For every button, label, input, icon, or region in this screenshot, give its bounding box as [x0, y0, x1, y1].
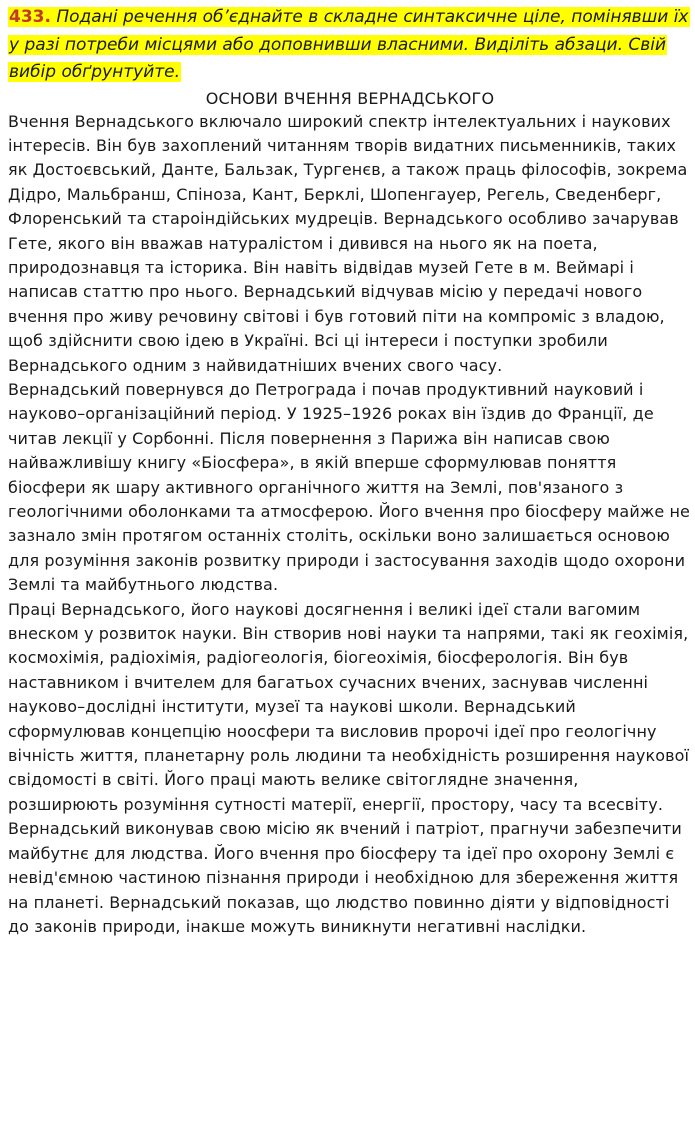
paragraph-2: Вернадський повернувся до Петрограда і почав продуктивний науковий і науково–організаційний період. У 1925–1926 роках він їздив до Франції, де читав лекції у Сорбонні. Після повернення з Парижа він написав свою найважливішу книгу «Біосфера», в якій вперше сформулював поняття біосфери як шару активного органічного життя на Землі, пов'язаного з геологічними оболонками та атмосферою. Його вчення про біосферу майже не зазнало змін протягом останніх століть, оскільки воно залишається основою для розуміння законів розвитку природи і застосування заходів щодо охорони Землі та майбутнього людства. [8, 379, 690, 595]
paragraph-3: Праці Вернадського, його наукові досягнення і великі ідеї стали вагомим внеском у розвиток науки. Він створив нові науки та напрями, такі як геохімія, космохімія, радіохімія, радіогеологія, біогеохімія, біосферологія. Він був наставником і вчителем для багатьох сучасних вчених, заснував численні науково–дослідні інститути, музеї та наукові школи. Вернадський сформулював концепцію ноосфери та висловив пророчі ідеї про геологічну вічність життя, планетарну роль людини та необхідність розширення наукової свідомості в світі. Його праці мають велике світоглядне значення, розширюють розуміння сутності матерії, енергії, простору, часу та всесвіту. [8, 599, 690, 814]
task-number: 433. [9, 7, 51, 27]
paragraph-4: Вернадський виконував свою місію як вчений і патріот, прагнучи забезпечити майбутнє для людства. Його вчення про біосферу та ідеї про охорону Землі є невід'ємною частиною пізнання природи і необхідною для збереження життя на планеті. Вернадський показав, що людство повинно діяти у відповідності до законів природи, інакше можуть виникнути негативні наслідки. [8, 819, 682, 936]
task-instruction [8, 4, 692, 87]
task-text: Подані речення об’єднайте в складне синтаксичне ціле, помінявши їх у разі потреби місцями або доповнивши власними. Виділіть абзаци. Свій вибір обґрунтуйте. [9, 7, 689, 82]
task-highlight [8, 7, 690, 82]
document-title: ОСНОВИ ВЧЕННЯ ВЕРНАДСЬКОГО [205, 88, 495, 108]
document-page [8, 4, 692, 939]
paragraph-1: Вчення Вернадського включало широкий спектр інтелектуальних і наукових інтересів. Він був захоплений читанням творів видатних письменників, таких як Достоєвський, Данте, Бальзак, Тургенєв, а також праць філософів, зокрема Дідро, Мальбранш, Спіноза, Кант, Берклі, Шопенгауер, Регель, Сведенберг, Флоренський та староіндійських мудреців. Вернадського особливо зачарував Гете, якого він вважав натуралістом і дивився на нього як на поета, природознавця та історика. Він навіть відвідав музей Гете в м. Веймарі і написав статтю про нього. Вернадський відчував місію у передачі нового вчення про живу речовину світові і був готовий піти на компроміс з владою, щоб здійснити свою ідею в Україні. Всі ці інтереси і поступки зробили Вернадського одним з найвидатніших вчених свого часу. [8, 111, 688, 375]
